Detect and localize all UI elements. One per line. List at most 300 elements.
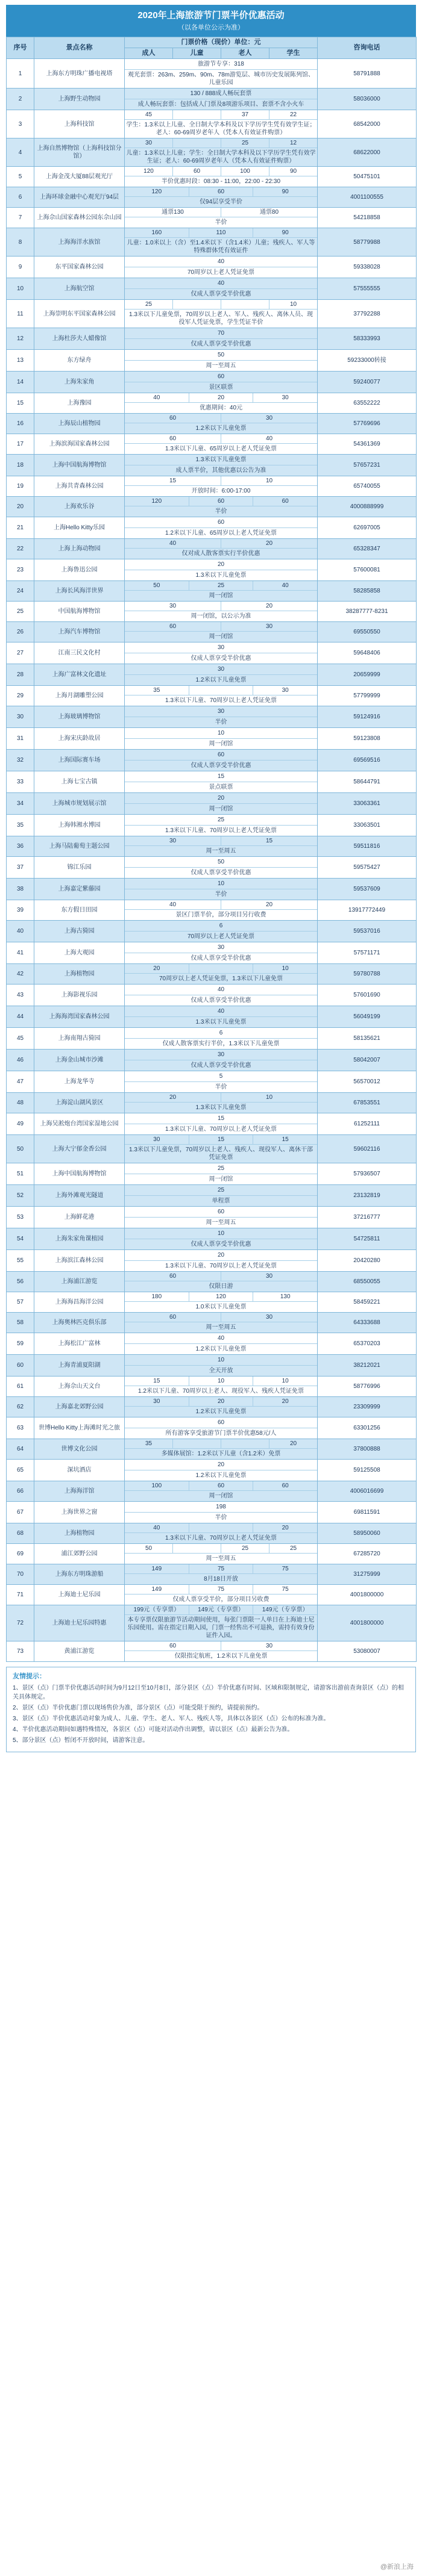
hotline: 38287777-8231 <box>318 602 417 622</box>
header-adult: 成人 <box>125 48 173 59</box>
price-note: 半价 <box>215 891 227 898</box>
attraction-name: 上海豫园 <box>34 393 125 414</box>
price-cell <box>125 372 318 393</box>
attraction-name: 上海长风海洋世界 <box>34 581 125 602</box>
row-number: 59 <box>7 1333 34 1355</box>
price-note: 周一闭馆，以公示为准 <box>191 613 251 620</box>
attraction-name: 锦江乐园 <box>34 857 125 879</box>
hotline: 68622000 <box>318 138 417 167</box>
hotline: 4001800000 <box>318 1605 417 1641</box>
price-note: 多媒体展馆：1.2米以下儿童（含1.2米）免票 <box>161 1451 281 1457</box>
hotline: 54361369 <box>318 434 417 455</box>
price-note: 观光套票：263m、259m、90m、78m游览层、城市历史发展陈列馆、儿童乐园 <box>128 72 314 86</box>
attraction-name: 上海浦江游览 <box>34 1272 125 1292</box>
price-note: 周一闭馆 <box>209 1493 233 1499</box>
hotline: 58950060 <box>318 1523 417 1544</box>
row-number: 39 <box>7 900 34 921</box>
table-row <box>7 1439 417 1460</box>
attraction-name: 上海大宁郁金香公园 <box>34 1135 125 1163</box>
price-value: 149元（专享票） <box>262 1607 309 1613</box>
attraction-name: 上海Hello Kitty乐园 <box>34 517 125 539</box>
price-value: 10 <box>265 478 273 484</box>
price-note: 1.2米以下儿童免票 <box>195 1346 247 1352</box>
row-number: 4 <box>7 138 34 167</box>
price-cell <box>125 1333 318 1355</box>
table-row <box>7 89 417 110</box>
price-value: 60 <box>282 1482 289 1489</box>
attraction-name: 上海吴淞炮台湾国家湿地公园 <box>34 1113 125 1135</box>
price-value: 15 <box>265 838 273 844</box>
table-row <box>7 1163 417 1185</box>
price-value <box>189 964 254 973</box>
row-number: 24 <box>7 581 34 602</box>
price-values <box>125 414 317 423</box>
attraction-name: 上海野生动物园 <box>34 89 125 110</box>
price-value: 30 <box>125 1135 189 1144</box>
price-value: 20 <box>265 901 273 908</box>
price-value: 20 <box>282 1525 289 1531</box>
attraction-name: 上海迪士尼乐园 <box>34 1585 125 1605</box>
price-note: 40 <box>125 1006 317 1017</box>
price-value: 149 <box>125 1585 189 1594</box>
price-value <box>189 686 254 695</box>
price-values <box>125 1093 317 1103</box>
price-cell <box>125 1228 318 1250</box>
price-note: 1.3米以下儿童免票 <box>195 572 247 579</box>
row-number: 28 <box>7 664 34 686</box>
row-number: 46 <box>7 1050 34 1071</box>
price-values <box>125 836 317 846</box>
price-values <box>125 228 317 238</box>
table-row <box>7 1417 417 1439</box>
price-value <box>173 1544 221 1553</box>
table-row <box>7 1135 417 1163</box>
price-cell <box>125 1544 318 1564</box>
price-value: 60 <box>125 434 221 443</box>
hotline: 31275999 <box>318 1564 417 1585</box>
table-row <box>7 964 417 985</box>
price-values <box>125 900 317 910</box>
attraction-name: 上海大观园 <box>34 942 125 964</box>
table-row <box>7 921 417 942</box>
price-note: 130 / 888成人畅玩套票 <box>125 89 317 99</box>
price-value: 30 <box>282 687 289 694</box>
price-value: 149元（专享票） <box>189 1605 254 1614</box>
attraction-name: 上海金山城市沙滩 <box>34 1050 125 1071</box>
price-note: 1.3米以下儿童、70周岁以上老人凭证免票 <box>165 1263 277 1269</box>
table-row <box>7 1502 417 1523</box>
price-note: 30 <box>125 942 317 953</box>
price-value: 25 <box>221 1544 269 1553</box>
attraction-name: 上海青浦夏阳湖 <box>34 1355 125 1377</box>
table-row <box>7 602 417 622</box>
table-row <box>7 1481 417 1502</box>
price-note: 6 <box>125 921 317 932</box>
price-note: 仅成人票享受半价优惠 <box>191 1241 251 1248</box>
attraction-name: 上海嘉北郊野公园 <box>34 1397 125 1417</box>
hotline: 4006016699 <box>318 1481 417 1502</box>
row-number: 21 <box>7 517 34 539</box>
header-price-group: 门票价格（现价）单位：元 <box>125 37 318 48</box>
attraction-name: 世博文化公园 <box>34 1439 125 1460</box>
hotline: 33063501 <box>318 815 417 836</box>
hotline: 58459221 <box>318 1292 417 1313</box>
attraction-name: 上海海洋馆 <box>34 1481 125 1502</box>
attraction-name: 上海古猗园 <box>34 921 125 942</box>
attraction-name: 上海朱家角 <box>34 372 125 393</box>
price-cell <box>125 1564 318 1585</box>
table-row <box>7 815 417 836</box>
row-number: 18 <box>7 455 34 476</box>
table-row <box>7 706 417 728</box>
price-value: 30 <box>265 623 273 630</box>
price-value: 30 <box>125 602 221 611</box>
price-values <box>125 1564 317 1574</box>
hotline: 58791888 <box>318 59 417 89</box>
row-number: 13 <box>7 350 34 372</box>
price-value: 25 <box>189 581 254 590</box>
header-student: 学生 <box>269 48 318 59</box>
table-row <box>7 414 417 434</box>
row-number: 23 <box>7 559 34 581</box>
row-number: 1 <box>7 59 34 89</box>
price-value <box>221 1439 269 1448</box>
price-value: 100 <box>125 1481 189 1490</box>
row-number: 72 <box>7 1605 34 1641</box>
table-row <box>7 1544 417 1564</box>
price-cell <box>125 393 318 414</box>
price-cell <box>125 1397 318 1417</box>
price-note: 60 <box>125 517 317 528</box>
hotline: 58644791 <box>318 771 417 793</box>
price-cell <box>125 1377 318 1397</box>
attraction-name: 上海龙华寺 <box>34 1071 125 1093</box>
price-cell <box>125 1481 318 1502</box>
row-number: 19 <box>7 476 34 497</box>
price-cell <box>125 208 318 228</box>
hotline: 20420280 <box>318 1250 417 1272</box>
row-number: 10 <box>7 278 34 300</box>
row-number: 42 <box>7 964 34 985</box>
price-values <box>125 964 317 974</box>
row-number: 2 <box>7 89 34 110</box>
attraction-name: 上海滨江森林公园 <box>34 1250 125 1272</box>
price-note: 1.2米以下儿童免票 <box>195 677 247 683</box>
tip-item: 5、部分景区（点）暂闭不开放时间，请游客注意。 <box>13 1737 149 1744</box>
attraction-name: 上海外滩观光隧道 <box>34 1185 125 1207</box>
hotline: 57571171 <box>318 942 417 964</box>
price-note: 仅94层享受半价 <box>199 199 243 205</box>
price-note: 全天开放 <box>209 1367 233 1374</box>
attraction-name: 上海环球金融中心观光厅94层 <box>34 187 125 208</box>
price-cell <box>125 328 318 350</box>
row-number: 62 <box>7 1397 34 1417</box>
price-note: 仅对成人散客票实行半价优惠 <box>181 550 260 557</box>
price-note: 50 <box>125 857 317 868</box>
price-note: 1.3米以下儿童免票 <box>195 1019 247 1025</box>
attraction-name: 黄浦江游览 <box>34 1641 125 1662</box>
price-note: 10 <box>125 728 317 739</box>
table-row <box>7 497 417 517</box>
price-value: 130 <box>280 1293 291 1300</box>
price-note: 20 <box>125 1250 317 1261</box>
row-number: 63 <box>7 1417 34 1439</box>
table-row <box>7 581 417 602</box>
price-value: 199元（专享票） <box>125 1605 189 1614</box>
row-number: 35 <box>7 815 34 836</box>
price-note: 仅成人票享受半价，部分项目另收费 <box>172 1596 269 1603</box>
price-value: 75 <box>189 1585 254 1594</box>
attraction-name: 东方绿舟 <box>34 350 125 372</box>
row-number: 12 <box>7 328 34 350</box>
table-row <box>7 434 417 455</box>
price-cell <box>125 1272 318 1292</box>
price-cell <box>125 900 318 921</box>
price-note: 40 <box>125 257 317 267</box>
row-number: 11 <box>7 300 34 328</box>
row-number: 30 <box>7 706 34 728</box>
price-value: 120 <box>189 1292 254 1301</box>
table-row <box>7 793 417 815</box>
hotline: 59780788 <box>318 964 417 985</box>
price-cell <box>125 455 318 476</box>
price-values <box>125 434 317 444</box>
table-row <box>7 857 417 879</box>
row-number: 7 <box>7 208 34 228</box>
price-note: 20 <box>125 793 317 804</box>
price-cell <box>125 167 318 187</box>
page-title: 2020年上海旅游节门票半价优惠活动 <box>137 10 285 20</box>
attraction-name: 上海汽车博物馆 <box>34 622 125 642</box>
table-row <box>7 138 417 167</box>
price-note: 198 <box>125 1502 317 1513</box>
table-row <box>7 187 417 208</box>
price-note: 1.3米以下儿童、70周岁以上老人凭证免票 <box>165 827 277 834</box>
price-cell <box>125 1605 318 1641</box>
price-value: 120 <box>125 497 189 506</box>
price-note: 景区联票 <box>209 384 233 391</box>
price-value: 60 <box>125 1272 221 1281</box>
price-value: 通票130 <box>125 208 221 217</box>
table-row <box>7 455 417 476</box>
table-row <box>7 750 417 771</box>
row-number: 6 <box>7 187 34 208</box>
price-value: 40 <box>125 539 221 548</box>
price-cell <box>125 59 318 89</box>
hotline: 67853551 <box>318 1093 417 1113</box>
price-value <box>173 300 221 309</box>
price-note: 20 <box>125 559 317 570</box>
attraction-name: 上海嘉定紫藤园 <box>34 879 125 900</box>
price-value: 25 <box>289 1545 297 1552</box>
price-note: 1.3米以下儿童免票 <box>195 1104 247 1111</box>
price-values <box>125 187 317 197</box>
price-cell <box>125 664 318 686</box>
attraction-name: 上海迪士尼乐园特惠 <box>34 1605 125 1641</box>
price-note: 60 <box>125 372 317 382</box>
price-cell <box>125 836 318 857</box>
table-row <box>7 372 417 393</box>
price-note: 1.2米以下儿童、65周岁以上老人凭证免票 <box>165 530 277 537</box>
attraction-name: 上海宋庆龄故居 <box>34 728 125 750</box>
price-note: 8月18日开放 <box>204 1576 238 1582</box>
price-cell <box>125 1050 318 1071</box>
price-value: 20 <box>289 1440 297 1447</box>
price-cell <box>125 921 318 942</box>
attraction-name: 上海中国航海博物馆 <box>34 1163 125 1185</box>
row-number: 50 <box>7 1135 34 1163</box>
attraction-name: 上海海湾国家森林公园 <box>34 1006 125 1028</box>
price-value: 90 <box>282 229 289 236</box>
price-value <box>173 1439 221 1448</box>
price-note: 学生：1.3米以上儿童、全日制大学本科及以下学历学生凭有效学生证；老人：60-69周岁老年人（凭本人有效证件购票） <box>126 122 316 136</box>
hotline: 23132819 <box>318 1185 417 1207</box>
price-value: 35 <box>125 686 189 695</box>
price-cell <box>125 1207 318 1228</box>
price-values <box>125 1585 317 1594</box>
price-value: 30 <box>265 1273 273 1280</box>
price-value: 20 <box>189 1397 254 1406</box>
attraction-name: 上海月湖雕塑公园 <box>34 686 125 706</box>
hotline: 54725811 <box>318 1228 417 1250</box>
price-value: 15 <box>282 1136 289 1143</box>
hotline: 57600081 <box>318 559 417 581</box>
price-note: 15 <box>125 771 317 782</box>
price-cell <box>125 1313 318 1333</box>
table-row <box>7 1113 417 1135</box>
price-values <box>125 1523 317 1533</box>
attraction-name: 上海东方明珠游船 <box>34 1564 125 1585</box>
price-cell <box>125 1460 318 1481</box>
price-value: 50 <box>125 1544 173 1553</box>
price-note: 周一至周五 <box>206 1324 236 1331</box>
table-row <box>7 328 417 350</box>
table-row <box>7 1460 417 1481</box>
price-cell <box>125 1135 318 1163</box>
hotline: 59511816 <box>318 836 417 857</box>
hotline: 37800888 <box>318 1439 417 1460</box>
price-note: 1.2米以下儿童、70周岁以上老人、现役军人、残疾人凭证免票 <box>137 1388 304 1395</box>
price-value: 10 <box>289 301 297 308</box>
table-row <box>7 686 417 706</box>
price-value: 30 <box>125 836 221 845</box>
attraction-name: 上海奥林匹克俱乐部 <box>34 1313 125 1333</box>
row-number: 47 <box>7 1071 34 1093</box>
price-note: 1.3米以下儿童免票 <box>125 455 317 465</box>
price-cell <box>125 497 318 517</box>
price-cell <box>125 602 318 622</box>
price-value: 60 <box>189 497 254 506</box>
price-cell <box>125 686 318 706</box>
row-number: 22 <box>7 539 34 559</box>
table-row <box>7 476 417 497</box>
price-value: 149 <box>125 1564 189 1573</box>
price-note: 10 <box>125 879 317 889</box>
row-number: 27 <box>7 642 34 664</box>
price-value: 22 <box>289 111 297 118</box>
price-note: 半价 <box>215 1514 227 1521</box>
row-number: 15 <box>7 393 34 414</box>
price-value: 90 <box>289 168 297 175</box>
price-values <box>125 1377 317 1386</box>
price-note: 40 <box>125 985 317 995</box>
price-value <box>173 138 221 148</box>
price-note: 30 <box>125 706 317 717</box>
price-value: 30 <box>282 394 289 401</box>
price-cell <box>125 793 318 815</box>
price-value: 180 <box>125 1292 189 1301</box>
price-values <box>125 1272 317 1281</box>
attraction-name: 上海马陆葡萄主题公园 <box>34 836 125 857</box>
table-row <box>7 1313 417 1333</box>
attraction-name: 上海滨海国家森林公园 <box>34 434 125 455</box>
hotline: 37792288 <box>318 300 417 328</box>
price-values <box>125 1439 317 1449</box>
price-note: 儿童：1.3米以上儿童；学生：全日制大学本科及以下学历学生凭有效学生证；老人：60-69周岁老年人（凭本人有效证件购票） <box>126 150 316 164</box>
attraction-name: 上海科技馆 <box>34 110 125 138</box>
price-value: 120 <box>125 187 189 196</box>
table-row <box>7 1605 417 1641</box>
price-note: 5 <box>125 1071 317 1082</box>
price-note: 周一闭馆 <box>209 741 233 747</box>
price-cell <box>125 517 318 539</box>
row-number: 69 <box>7 1544 34 1564</box>
price-value: 30 <box>265 415 273 422</box>
row-number: 14 <box>7 372 34 393</box>
price-note: 本专享票仅限旅游节活动期间使用，每张门票限一人单日在上海迪士尼乐园使用。需在指定日期入园，门票一经售出不可退换，需持有效身份证件入园。 <box>127 1617 315 1639</box>
title-banner <box>6 5 416 37</box>
price-value: 25 <box>221 138 269 148</box>
attraction-name: 上海鲜花港 <box>34 1207 125 1228</box>
attraction-name: 世博Hello Kitty上海滩时光之旅 <box>34 1417 125 1439</box>
hotline: 59575427 <box>318 857 417 879</box>
table-row <box>7 1050 417 1071</box>
price-note: 1.3米以下儿童、70周岁以上老人凭证免票 <box>165 1535 277 1542</box>
hotline: 65740055 <box>318 476 417 497</box>
price-value: 30 <box>125 1397 189 1406</box>
price-note: 1.2米以下儿童免票 <box>195 1408 247 1415</box>
attraction-name: 上海佘山国家森林公园东佘山园 <box>34 208 125 228</box>
page-subtitle: （以各单位公示为准） <box>178 24 244 31</box>
attraction-name: 上海中国航海博物馆 <box>34 455 125 476</box>
price-note: 周一闭馆 <box>209 1176 233 1183</box>
table-row <box>7 350 417 372</box>
table-row <box>7 1397 417 1417</box>
price-value <box>173 110 221 119</box>
tips-title: 友情提示： <box>13 1673 46 1680</box>
hotline: 54218858 <box>318 208 417 228</box>
table-row <box>7 110 417 138</box>
price-note: 半价优惠时段：08:30 - 11:00，22:00 - 22:30 <box>161 178 281 185</box>
hotline: 69811591 <box>318 1502 417 1523</box>
tips-list <box>13 1684 409 1745</box>
attraction-name: 上海共青森林公园 <box>34 476 125 497</box>
table-row <box>7 1006 417 1028</box>
price-note: 40 <box>125 1333 317 1344</box>
hotline: 58776996 <box>318 1377 417 1397</box>
table-row <box>7 59 417 89</box>
row-number: 68 <box>7 1523 34 1544</box>
table-row <box>7 879 417 900</box>
price-values <box>125 1313 317 1322</box>
attraction-name: 上海自然博物馆（上海科技馆分馆） <box>34 138 125 167</box>
row-number: 38 <box>7 879 34 900</box>
price-values <box>125 539 317 549</box>
price-note: 成人票半价，其他优惠以公告为准 <box>175 467 266 474</box>
price-value: 20 <box>189 393 254 402</box>
price-cell <box>125 1071 318 1093</box>
price-note: 仅成人票享受半价优惠 <box>191 1062 251 1069</box>
